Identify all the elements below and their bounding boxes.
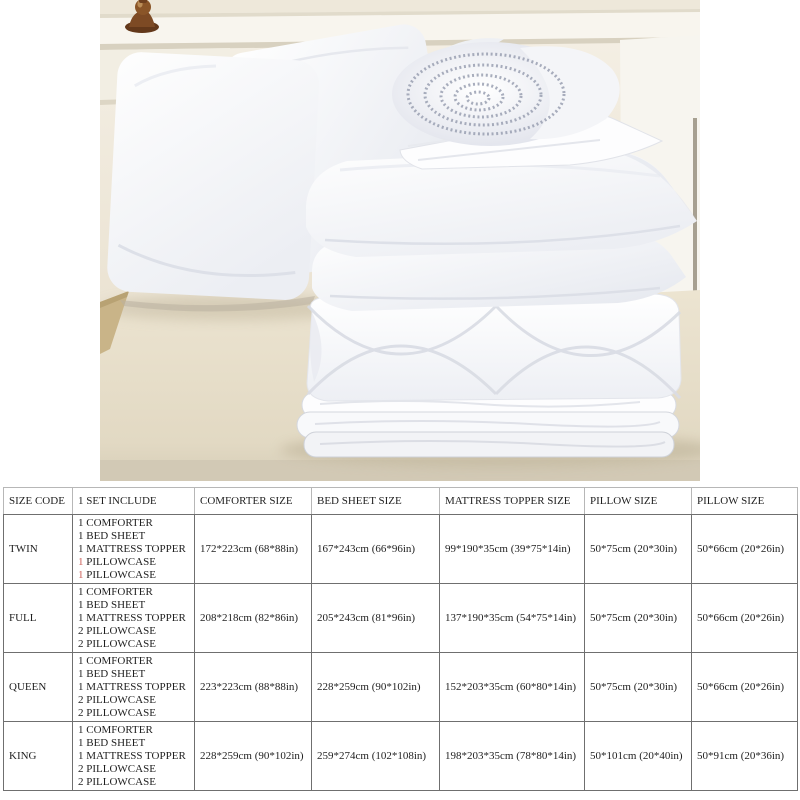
item-label: COMFORTER <box>86 723 153 736</box>
comforter-size-cell: 208*218cm (82*86in) <box>195 584 312 653</box>
size-code-cell: TWIN <box>4 515 73 584</box>
item-label: PILLOWCASE <box>86 693 156 706</box>
set-include-cell <box>73 722 195 791</box>
item-label: PILLOWCASE <box>86 624 156 637</box>
item-qty: 2 <box>78 762 84 775</box>
item-qty: 2 <box>78 706 84 719</box>
set-include-cell <box>73 515 195 584</box>
item-label: PILLOWCASE <box>86 568 156 581</box>
item-qty-highlighted: 1 <box>78 568 84 581</box>
item-label: COMFORTER <box>86 654 153 667</box>
column-header-pillow-size-1: PILLOW SIZE <box>585 488 692 515</box>
item-label: BED SHEET <box>86 736 146 749</box>
item-label: BED SHEET <box>86 667 146 680</box>
table-row-twin <box>4 515 798 584</box>
column-header-size-code: SIZE CODE <box>4 488 73 515</box>
column-header-mattress-topper-size: MATTRESS TOPPER SIZE <box>440 488 585 515</box>
pillow-size-cell: 50*75cm (20*30in) <box>585 515 692 584</box>
item-label: PILLOWCASE <box>86 637 156 650</box>
bed-sheet-size-cell: 205*243cm (81*96in) <box>312 584 440 653</box>
comforter-size-cell: 172*223cm (68*88in) <box>195 515 312 584</box>
bed-sheet-size-cell: 167*243cm (66*96in) <box>312 515 440 584</box>
column-header-pillow-size-2: PILLOW SIZE <box>692 488 798 515</box>
pillow-size-cell: 50*66cm (20*26in) <box>692 515 798 584</box>
size-code-cell: FULL <box>4 584 73 653</box>
item-label: PILLOWCASE <box>86 775 156 788</box>
item-label: MATTRESS TOPPER <box>86 749 186 762</box>
item-qty: 2 <box>78 775 84 788</box>
size-code-cell: QUEEN <box>4 653 73 722</box>
item-qty: 2 <box>78 624 84 637</box>
pillow-size-cell: 50*101cm (20*40in) <box>585 722 692 791</box>
comforter-folded-layers <box>297 392 679 457</box>
item-label: MATTRESS TOPPER <box>86 680 186 693</box>
item-qty: 1 <box>78 611 84 624</box>
item-qty: 2 <box>78 693 84 706</box>
left-front-pillow <box>106 51 320 312</box>
item-label: BED SHEET <box>86 529 146 542</box>
item-qty: 1 <box>78 516 84 529</box>
item-qty: 1 <box>78 723 84 736</box>
bedding-photo-illustration <box>100 0 700 481</box>
comforter-size-cell: 228*259cm (90*102in) <box>195 722 312 791</box>
item-label: COMFORTER <box>86 516 153 529</box>
item-qty: 1 <box>78 542 84 555</box>
size-code-cell: KING <box>4 722 73 791</box>
header-row <box>4 488 798 515</box>
item-label: PILLOWCASE <box>86 762 156 775</box>
column-header-comforter-size: COMFORTER SIZE <box>195 488 312 515</box>
item-qty: 1 <box>78 585 84 598</box>
bed-sheet-size-cell: 259*274cm (102*108in) <box>312 722 440 791</box>
table-row-king <box>4 722 798 791</box>
comforter-size-cell: 223*223cm (88*88in) <box>195 653 312 722</box>
item-qty: 1 <box>78 680 84 693</box>
item-label: PILLOWCASE <box>86 555 156 568</box>
pillow-size-cell: 50*75cm (20*30in) <box>585 653 692 722</box>
size-chart-table <box>3 487 798 791</box>
item-qty: 1 <box>78 598 84 611</box>
mattress-topper-size-cell: 152*203*35cm (60*80*14in) <box>440 653 585 722</box>
item-qty: 1 <box>78 667 84 680</box>
pillow-size-cell: 50*66cm (20*26in) <box>692 653 798 722</box>
item-qty-highlighted: 1 <box>78 555 84 568</box>
item-qty: 2 <box>78 637 84 650</box>
table-row-queen <box>4 653 798 722</box>
product-photo <box>100 0 700 481</box>
bed-sheet-size-cell: 228*259cm (90*102in) <box>312 653 440 722</box>
mattress-topper-size-cell: 137*190*35cm (54*75*14in) <box>440 584 585 653</box>
set-include-cell <box>73 653 195 722</box>
mattress-topper-size-cell: 198*203*35cm (78*80*14in) <box>440 722 585 791</box>
size-chart-section <box>3 487 797 791</box>
set-include-cell <box>73 584 195 653</box>
item-label: MATTRESS TOPPER <box>86 542 186 555</box>
pillow-size-cell: 50*91cm (20*36in) <box>692 722 798 791</box>
table-row-full <box>4 584 798 653</box>
mattress-topper-size-cell: 99*190*35cm (39*75*14in) <box>440 515 585 584</box>
item-label: BED SHEET <box>86 598 146 611</box>
pillow-size-cell: 50*66cm (20*26in) <box>692 584 798 653</box>
item-qty: 1 <box>78 749 84 762</box>
column-header-bed-sheet-size: BED SHEET SIZE <box>312 488 440 515</box>
item-qty: 1 <box>78 654 84 667</box>
item-label: COMFORTER <box>86 585 153 598</box>
item-label: MATTRESS TOPPER <box>86 611 186 624</box>
pillow-size-cell: 50*75cm (20*30in) <box>585 584 692 653</box>
column-header-set-include: 1 SET INCLUDE <box>73 488 195 515</box>
item-qty: 1 <box>78 529 84 542</box>
item-qty: 1 <box>78 736 84 749</box>
item-label: PILLOWCASE <box>86 706 156 719</box>
